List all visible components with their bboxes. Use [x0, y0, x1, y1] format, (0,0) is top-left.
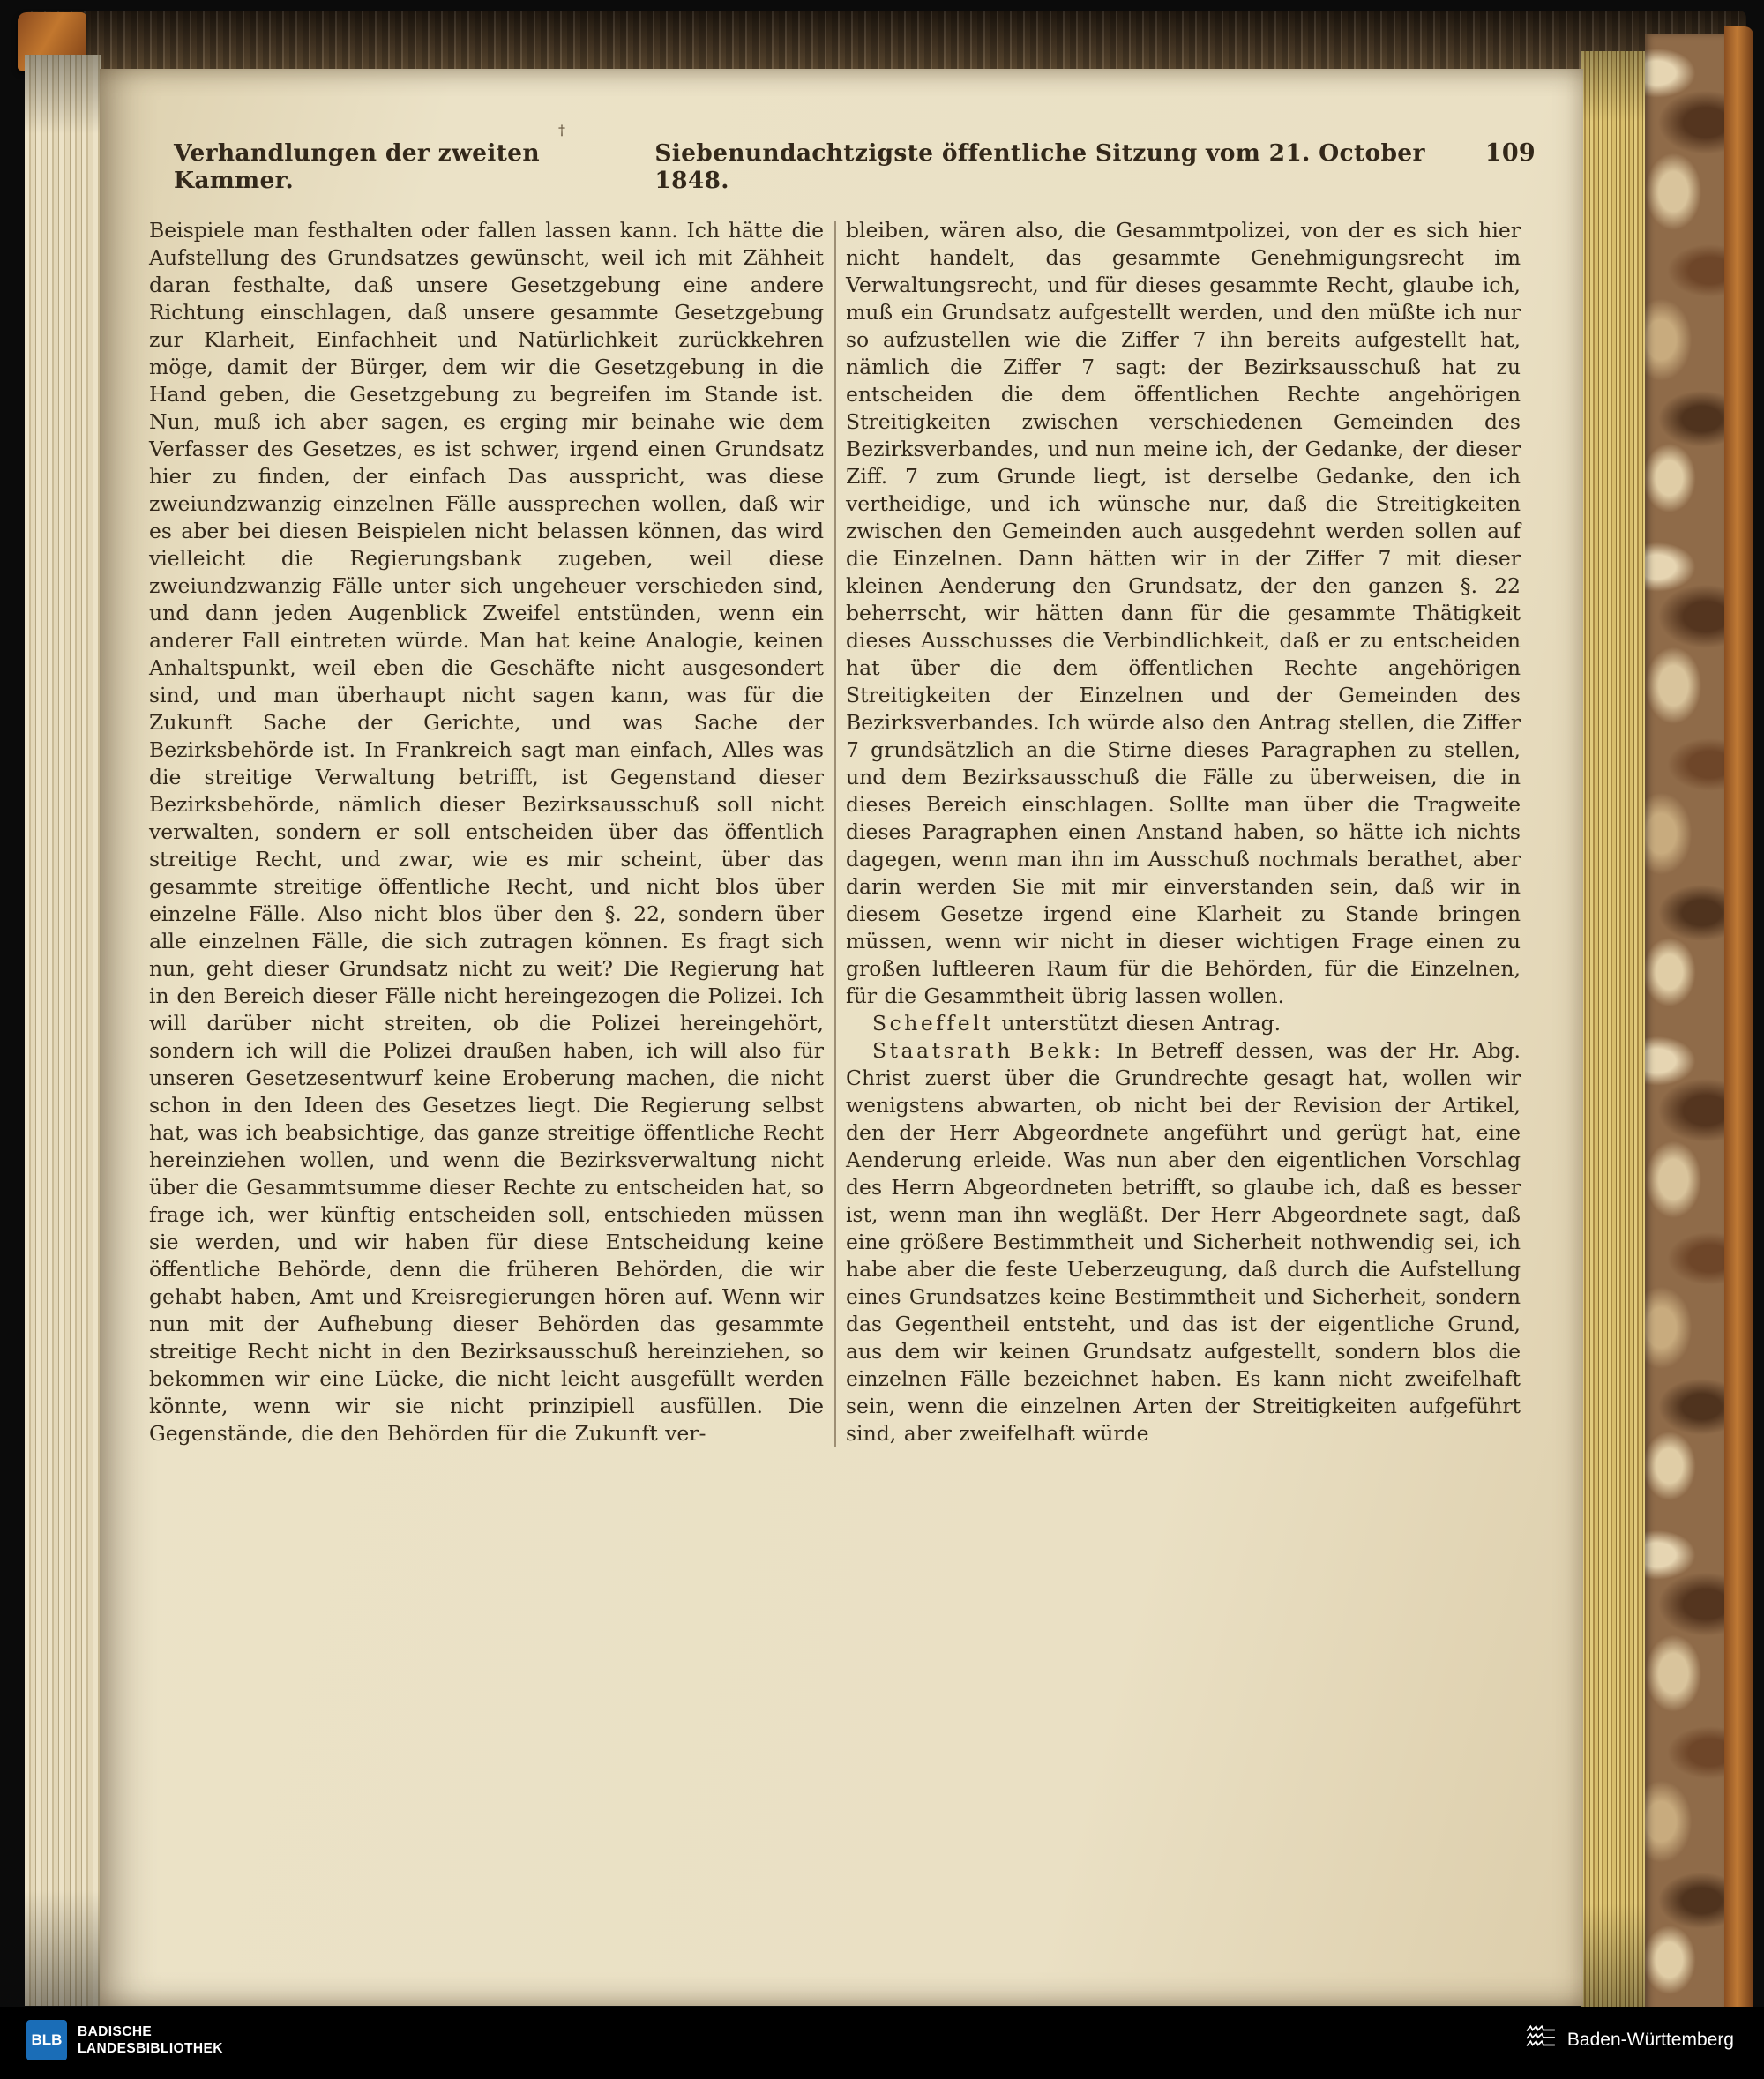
leather-spine-edge [1724, 26, 1753, 2020]
library-footer-bar [0, 2007, 1764, 2079]
blb-logo: BLB [26, 2020, 67, 2060]
printers-mark: † [558, 122, 565, 138]
state-branding [1525, 2023, 1734, 2057]
scheffelt-paragraph [846, 1010, 1521, 1037]
marbled-cover [1645, 34, 1726, 2016]
speaker-name: Scheffelt [872, 1011, 995, 1036]
session-title: Siebenundachtzigste öffentliche Sitzung vom 21. October 1848. [654, 139, 1425, 194]
baden-wuerttemberg-antlers-icon [1525, 2023, 1557, 2057]
book-page [100, 69, 1583, 2006]
speaker-text: unterstützt diesen Antrag. [994, 1011, 1282, 1036]
chamber-title: Verhandlungen der zweiten Kammer. [174, 139, 540, 194]
bekk-paragraph [846, 1037, 1521, 1447]
column-divider [834, 221, 836, 1447]
page-stack-edges [25, 55, 101, 2006]
right-column [846, 217, 1521, 1447]
left-column [149, 217, 824, 1447]
speaker-name: Staatsrath Bekk: [872, 1038, 1104, 1063]
state-name: Baden-Württemberg [1566, 2030, 1734, 2050]
library-name [78, 2023, 223, 2057]
book-top-edge [25, 11, 1746, 76]
fore-edge-pages [1581, 51, 1645, 2008]
library-name-line2: LANDESBIBLIOTHEK [78, 2041, 223, 2056]
left-column-paragraph: Beispiele man festhalten oder fallen lassen kann. Ich hätte die Aufstellung des Grundsatzes gewünscht, weil ich mit Zähheit daran festhalte, daß unsere Gesetzgebung eine andere Richtung einschlagen, daß unsere gesammte Gesetzgebung zur Klarheit, Einfachheit und Natürlichkeit zurückkehren möge, damit der Bürger, dem wir die Gesetzgebung in die Hand geben, die Gesetzgebung zu begreifen im Stande ist. Nun, muß ich aber sagen, es erging mir beinahe wie dem Verfasser des Gesetzes, es ist schwer, irgend einen Grundsatz hier zu finden, der einfach Das ausspricht, was diese zweiundzwanzig einzelnen Fälle aussprechen wollen, daß wir es aber bei diesen Beispielen nicht belassen können, das wird vielleicht die Regierungsbank zugeben, weil diese zweiundzwanzig Fälle unter sich ungeheuer verschieden sind, und dann jeden Augenblick Zweifel entstünden, wenn ein anderer Fall eintreten würde. Man hat keine Analogie, keinen Anhaltspunkt, weil eben die Geschäfte nicht ausgesondert sind, und man überhaupt nicht sagen kann, was für die Zukunft Sache der Gerichte, und was Sache der Bezirksbehörde ist. In Frankreich sagt man einfach, Alles was die streitige Verwaltung betrifft, ist Gegenstand dieser Bezirksbehörde, nämlich dieser Bezirksausschuß soll nicht verwalten, sondern er soll entscheiden über das öffentlich streitige Recht, und zwar, wie es mir scheint, über das gesammte streitige öffentliche Recht, und nicht blos über einzelne Fälle. Also nicht blos über den §. 22, sondern über alle einzelnen Fälle, die sich zutragen können. Es fragt sich nun, geht dieser Grundsatz nicht zu weit? Die Regierung hat in den Bereich dieser Fälle nicht hereingezogen die Polizei. Ich will darüber nicht streiten, ob die Polizei hereingehört, sondern ich will die Polizei draußen haben, ich will also für unseren Gesetzesentwurf keine Eroberung machen, die nicht schon in den Ideen des Gesetzes liegt. Die Regierung selbst hat, was ich beabsichtige, das ganze streitige öffentliche Recht hereinziehen wollen, und wenn die Bezirksverwaltung nicht über die Gesammtsumme dieser Rechte zu entscheiden hat, so frage ich, wer künftig entscheiden soll, entschieden müssen sie werden, und wir haben für diese Entscheidung keine öffentliche Behörde, denn die früheren Behörden, die wir gehabt haben, Amt und Kreisregierungen hören auf. Wenn wir nun mit der Aufhebung dieser Behörden das gesammte streitige Recht nicht in den Bezirksausschuß hereinziehen, so bekommen wir eine Lücke, die nicht leicht ausgefüllt werden könnte, wenn wir sie nicht prinzipiell ausfüllen. Die Gegenstände, die den Behörden für die Zukunft ver- [149, 218, 824, 1446]
speaker-text: In Betreff dessen, was der Hr. Abg. Christ zuerst über die Grundrechte gesagt hat, wollen wir wenigstens abwarten, ob nicht bei der Revision der Artikel, den der Herr Abgeordnete angeführt und gerügt hat, eine Aenderung erleide. Was nun aber den eigentlichen Vorschlag des Herrn Abgeordneten betrifft, so glaube ich, daß es besser ist, wenn man ihn wegläßt. Der Herr Abgeordnete sagt, daß eine größere Bestimmtheit und Sicherheit nothwendig sei, ich habe aber die feste Ueberzeugung, daß durch die Aufstellung eines Grundsatzes keine Bestimmtheit und Sicherheit, sondern das Gegentheil entsteht, und das ist der eigentliche Grund, aus dem wir keinen Grundsatz aufgestellt, sondern blos die einzelnen Fälle bezeichnet haben. Es kann nicht zweifelhaft sein, wenn die einzelnen Arten der Streitigkeiten aufgeführt sind, aber zweifelhaft würde [846, 1038, 1521, 1446]
page-header [149, 139, 1539, 194]
blb-branding [26, 2020, 223, 2060]
text-columns [149, 217, 1539, 1447]
page-number: 109 [1484, 139, 1536, 167]
right-column-continuation: bleiben, wären also, die Gesammtpolizei, von der es sich hier nicht handelt, das gesammte Genehmigungsrecht im Verwaltungsrecht, und für dieses gesammte Recht, glaube ich, muß ein Grundsatz aufgestellt werden, und den müßte ich nur so aufzustellen wie die Ziffer 7 ihn bereits aufgestellt hat, nämlich die Ziffer 7 sagt: der Bezirksausschuß hat zu entscheiden die dem öffentlichen Rechte angehörigen Streitigkeiten zwischen verschiedenen Gemeinden des Bezirksverbandes, und nun meine ich, der Gedanke, der dieser Ziff. 7 zum Grunde liegt, ist derselbe Gedanke, den ich vertheidige, und ich wünsche nur, daß die Streitigkeiten zwischen den Gemeinden auch ausgedehnt werden sollen auf die Einzelnen. Dann hätten wir in der Ziffer 7 mit dieser kleinen Aenderung den Grundsatz, der den ganzen §. 22 beherrscht, wir hätten dann für die gesammte Thätigkeit dieses Ausschusses die Verbindlichkeit, daß er zu entscheiden hat über die dem öffentlichen Rechte angehörigen Streitigkeiten der Einzelnen und der Gemeinden des Bezirksverbandes. Ich würde also den Antrag stellen, die Ziffer 7 grundsätzlich an die Stirne dieses Paragraphen zu stellen, und dem Bezirksausschuß die Fälle zu überweisen, die in dieses Bereich einschlagen. Sollte man über die Tragweite dieses Paragraphen einen Anstand haben, so hätte ich nichts dagegen, wenn man ihn im Ausschuß nochmals berathet, aber darin werden Sie mit mir einverstanden sein, daß wir in diesem Gesetze irgend eine Klarheit zu Stande bringen müssen, wenn wir nicht in dieser wichtigen Frage einen zu großen luftleeren Raum für die Behörden, für die Einzelnen, für die Gesammtheit übrig lassen wollen. [846, 218, 1521, 1008]
library-name-line1: BADISCHE [78, 2024, 153, 2039]
